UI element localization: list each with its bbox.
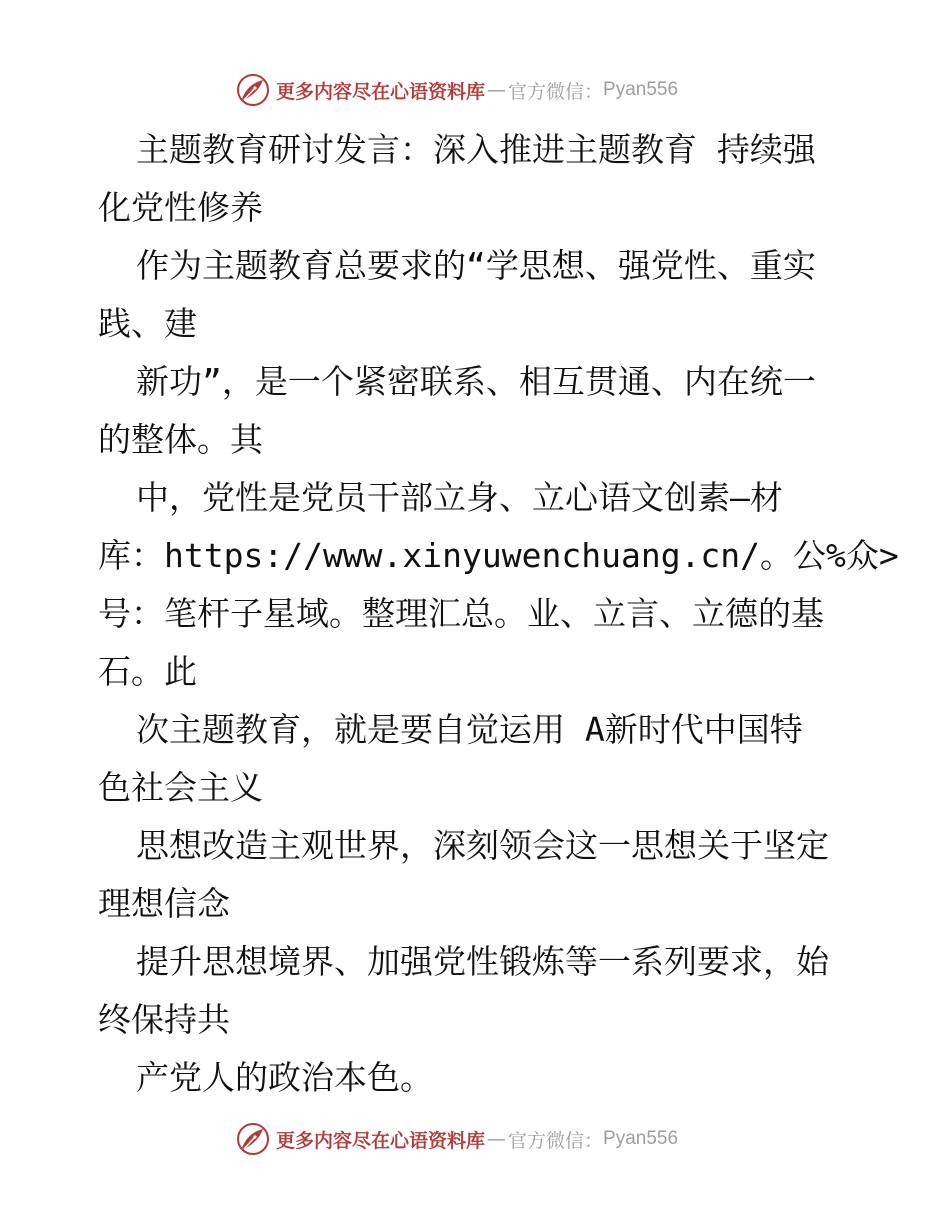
body-line: 理想信念 — [98, 884, 230, 923]
title-line-1: 主题教育研讨发言：深入推进主题教育 持续强 — [136, 130, 816, 169]
body-line: 的整体。其 — [98, 420, 263, 459]
body-line: 石。此 — [98, 652, 197, 691]
body-line: 提升思想境界、加强党性锻炼等一系列要求，始 — [136, 942, 829, 981]
banner-separator: — — [487, 1128, 507, 1150]
body-line: 色社会主义 — [98, 768, 263, 807]
body-line: 中，党性是党员干部立身、立心语文创素—材 — [136, 478, 783, 517]
body-line: 作为主题教育总要求的“学思想、强党性、重实 — [136, 246, 816, 285]
banner-wechat-label: 官方微信： — [508, 1129, 604, 1152]
body-line: 号：笔杆子星域。整理汇总。业、立言、立德的基 — [98, 594, 824, 633]
banner-wechat-id: Pyan556 — [603, 79, 679, 100]
body-line: 践、建 — [98, 304, 197, 343]
pen-nib-logo-icon — [236, 73, 270, 107]
body-line: 思想改造主观世界，深刻领会这一思想关于坚定 — [136, 826, 829, 865]
body-line: 库：https://www.xinyuwenchuang.cn/。公%众> — [98, 536, 899, 575]
document-body — [98, 121, 899, 1107]
body-line: 终保持共 — [98, 1000, 230, 1039]
footer-watermark-banner — [236, 1121, 678, 1157]
body-line: 次主题教育，就是要自觉运用 A新时代中国特 — [136, 710, 803, 749]
banner-wechat-label: 官方微信： — [508, 80, 604, 103]
title-line-2: 化党性修养 — [98, 188, 263, 227]
body-line: 产党人的政治本色。 — [136, 1058, 433, 1097]
banner-main-text: 更多内容尽在心语资料库 — [276, 1129, 486, 1152]
banner-wechat-id: Pyan556 — [603, 1128, 679, 1149]
banner-main-text: 更多内容尽在心语资料库 — [276, 80, 486, 103]
banner-separator: — — [487, 79, 507, 101]
body-line: 新功”，是一个紧密联系、相互贯通、内在统一 — [136, 362, 816, 401]
pen-nib-logo-icon — [236, 1122, 270, 1156]
header-watermark-banner — [236, 72, 678, 108]
